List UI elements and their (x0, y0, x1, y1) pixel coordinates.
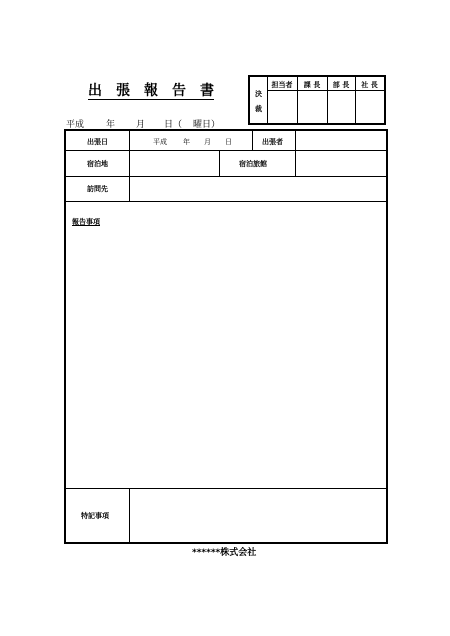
traveler-label: 出張者 (262, 138, 283, 146)
title-char: 出 (88, 83, 102, 99)
lodging-hotel-label: 宿泊旅館 (239, 160, 267, 168)
date-weekday: 曜日） (193, 120, 221, 130)
row-divider (66, 201, 388, 202)
title-underline (88, 99, 214, 100)
visit-destination-field[interactable] (130, 177, 386, 200)
date-day-unit: 日（ (164, 120, 183, 130)
trip-date-field[interactable] (130, 132, 251, 150)
lodging-hotel-field[interactable] (296, 152, 386, 175)
company-name: ******株式会社 (192, 548, 257, 558)
title-char: 告 (172, 83, 186, 99)
trip-date-year-unit: 年 (183, 138, 190, 146)
row-divider (66, 150, 388, 151)
report-items-label: 報告事項 (72, 218, 100, 226)
traveler-field[interactable] (296, 132, 386, 150)
approval-label-top: 決 (255, 90, 262, 98)
special-notes-field[interactable] (130, 489, 386, 542)
report-form (64, 129, 388, 544)
date-month-unit: 月 (136, 120, 146, 130)
col-divider (219, 151, 220, 176)
title-char: 書 (200, 83, 214, 99)
lodging-place-label: 宿泊地 (87, 160, 108, 168)
approval-label-bottom: 裁 (255, 105, 262, 113)
report-items-area[interactable] (67, 229, 387, 486)
approval-col-president: 社 長 (361, 81, 378, 89)
trip-date-label: 出張日 (87, 138, 108, 146)
approval-stamp-department-head[interactable] (328, 91, 354, 123)
title-char: 張 (116, 83, 130, 99)
approval-stamp-president[interactable] (356, 91, 382, 123)
date-year-unit: 年 (106, 120, 116, 130)
trip-date-day-unit: 日 (225, 138, 232, 146)
title-char: 報 (144, 83, 158, 99)
approval-col-staff: 担当者 (271, 81, 293, 89)
approval-col-department-head: 部 長 (332, 81, 350, 89)
approval-stamp-staff[interactable] (268, 91, 296, 123)
approval-stamp-section-chief[interactable] (298, 91, 326, 123)
visit-destination-label: 訪問先 (87, 185, 108, 193)
trip-date-month-unit: 月 (204, 138, 211, 146)
col-divider (252, 131, 253, 151)
approval-box (248, 75, 386, 125)
approval-col-section-chief: 課 長 (303, 81, 321, 89)
special-notes-label: 特記事項 (81, 512, 109, 520)
lodging-place-field[interactable] (130, 152, 218, 175)
trip-date-era: 平成 (153, 138, 167, 146)
date-era: 平成 (66, 120, 85, 130)
